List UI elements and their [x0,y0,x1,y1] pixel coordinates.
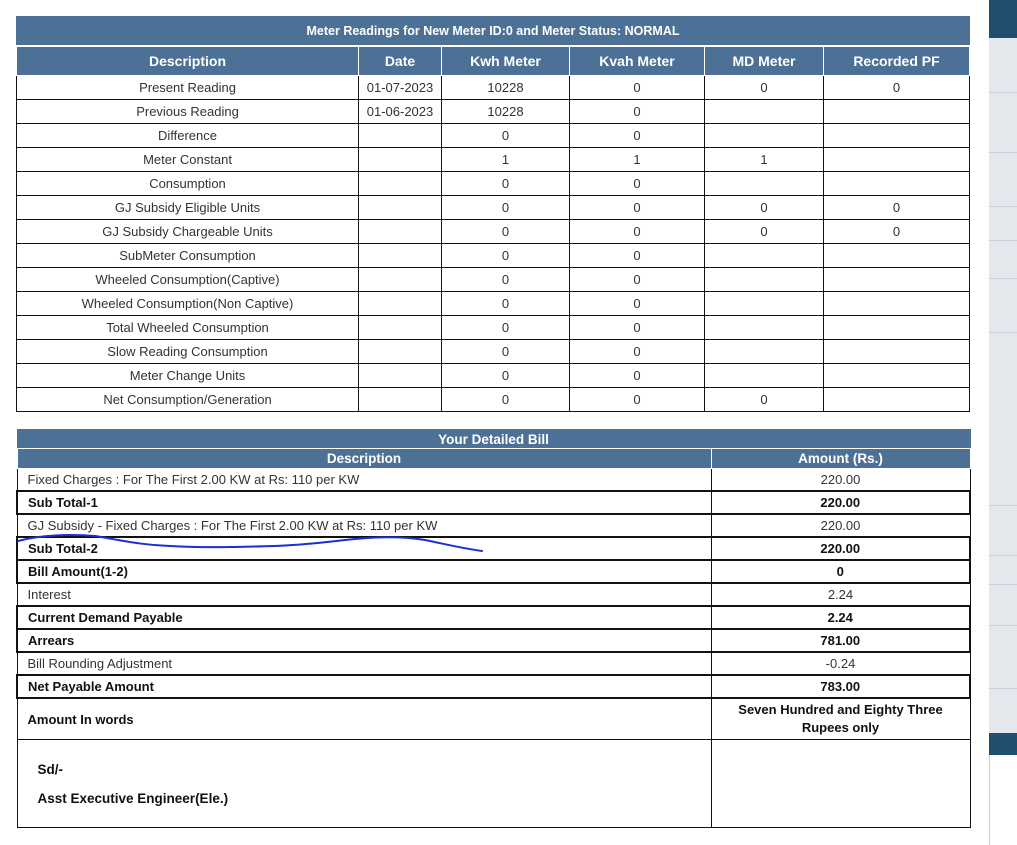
bill-row-amount: -0.24 [711,652,970,675]
bill-row [17,514,970,537]
bill-row-amount: 220.00 [711,537,970,560]
bill-row [17,491,970,514]
cell-description: GJ Subsidy Chargeable Units [17,220,359,244]
bill-row-label: Fixed Charges : For The First 2.00 KW at Rs: 110 per KW [17,469,711,492]
cell-md: 0 [705,220,824,244]
cell-kwh: 0 [442,124,570,148]
cell-kvah: 0 [570,196,705,220]
meter-table-row [17,316,970,340]
cell-kwh: 0 [442,292,570,316]
cell-md: 1 [705,148,824,172]
column-header-description: Description [17,46,359,76]
meter-table-row [17,148,970,172]
cell-kvah: 0 [570,100,705,124]
cell-description: Slow Reading Consumption [17,340,359,364]
cell-pf [824,148,970,172]
meter-table-title: Meter Readings for New Meter ID:0 and Meter Status: NORMAL [17,17,970,47]
cell-description: GJ Subsidy Eligible Units [17,196,359,220]
cell-md [705,100,824,124]
cell-pf [824,292,970,316]
bill-table-title: Your Detailed Bill [17,430,970,449]
cell-description: Present Reading [17,76,359,100]
cell-pf [824,244,970,268]
column-header-amount: Amount (Rs.) [711,449,970,469]
cell-date [359,148,442,172]
cell-description: SubMeter Consumption [17,244,359,268]
meter-table-row [17,292,970,316]
cell-kwh: 10228 [442,76,570,100]
cell-kvah: 0 [570,220,705,244]
bill-row-amount: 2.24 [711,583,970,606]
amount-in-words-label: Amount In words [17,698,711,740]
cell-date [359,172,442,196]
bill-row-amount: 781.00 [711,629,970,652]
cell-kvah: 0 [570,76,705,100]
cell-kwh: 0 [442,196,570,220]
bill-row [17,560,970,583]
meter-table-row [17,268,970,292]
cell-date [359,220,442,244]
cell-description: Total Wheeled Consumption [17,316,359,340]
cell-kvah: 0 [570,316,705,340]
cell-pf [824,340,970,364]
meter-table-row [17,388,970,412]
signature-row [17,740,970,828]
cell-md [705,124,824,148]
bill-row [17,537,970,560]
meter-readings-table [16,16,970,412]
column-header-date: Date [359,46,442,76]
cell-kwh: 0 [442,220,570,244]
cell-description: Meter Change Units [17,364,359,388]
cell-date [359,388,442,412]
cell-kwh: 0 [442,364,570,388]
bill-row-label: Arrears [17,629,711,652]
bill-row-label: Bill Rounding Adjustment [17,652,711,675]
cell-md [705,292,824,316]
cell-md [705,340,824,364]
cell-description: Wheeled Consumption(Captive) [17,268,359,292]
amount-in-words-row [17,698,970,740]
bill-row-label: GJ Subsidy - Fixed Charges : For The First 2.00 KW at Rs: 110 per KW [17,514,711,537]
cell-date: 01-07-2023 [359,76,442,100]
cell-description: Previous Reading [17,100,359,124]
cell-kwh: 0 [442,244,570,268]
bill-row [17,606,970,629]
detailed-bill-table [16,429,971,828]
cell-pf [824,316,970,340]
bill-row-amount: 2.24 [711,606,970,629]
meter-table-row [17,220,970,244]
cell-md [705,316,824,340]
signature-text: Sd/- [37,761,63,777]
cell-date [359,244,442,268]
cell-date [359,364,442,388]
cell-pf: 0 [824,76,970,100]
cell-kvah: 0 [570,244,705,268]
cell-pf [824,172,970,196]
signature-blank-cell [711,740,970,828]
cell-kvah: 0 [570,292,705,316]
bill-row-amount: 220.00 [711,469,970,492]
column-header-description: Description [17,449,711,469]
cell-pf: 0 [824,220,970,244]
bill-row-label: Current Demand Payable [17,606,711,629]
cell-kvah: 0 [570,340,705,364]
background-table-body [989,755,1017,845]
cell-md: 0 [705,388,824,412]
cell-kvah: 0 [570,124,705,148]
cell-pf [824,100,970,124]
cell-kwh: 0 [442,340,570,364]
cell-pf: 0 [824,196,970,220]
cell-date [359,316,442,340]
meter-table-row [17,244,970,268]
meter-table-row [17,76,970,100]
cell-pf [824,364,970,388]
cell-kvah: 0 [570,364,705,388]
cell-kwh: 1 [442,148,570,172]
cell-date [359,196,442,220]
cell-description: Difference [17,124,359,148]
meter-table-row [17,124,970,148]
background-table-header [989,733,1017,755]
cell-pf [824,124,970,148]
bill-row-label: Sub Total-2 [17,537,711,560]
cell-date [359,268,442,292]
cell-kvah: 0 [570,172,705,196]
bill-row-amount: 0 [711,560,970,583]
meter-table-row [17,172,970,196]
cell-kvah: 0 [570,388,705,412]
cell-md: 0 [705,76,824,100]
cell-description: Wheeled Consumption(Non Captive) [17,292,359,316]
meter-table-row [17,340,970,364]
meter-table-row [17,364,970,388]
bill-row [17,469,970,492]
cell-description: Net Consumption/Generation [17,388,359,412]
cell-description: Consumption [17,172,359,196]
cell-pf [824,388,970,412]
cell-date [359,124,442,148]
cell-pf [824,268,970,292]
cell-date [359,292,442,316]
cell-md [705,172,824,196]
meter-table-row [17,196,970,220]
cell-kwh: 0 [442,268,570,292]
cell-kwh: 10228 [442,100,570,124]
designation-text: Asst Executive Engineer(Ele.) [37,790,229,806]
background-header-strip [989,0,1017,38]
bill-row-label: Sub Total-1 [17,491,711,514]
cell-md [705,268,824,292]
column-header-recorded-pf: Recorded PF [824,46,970,76]
cell-kwh: 0 [442,388,570,412]
column-header-md-meter: MD Meter [705,46,824,76]
bill-row-label: Bill Amount(1-2) [17,560,711,583]
bill-row [17,652,970,675]
cell-md [705,364,824,388]
column-header-kwh-meter: Kwh Meter [442,46,570,76]
cell-md: 0 [705,196,824,220]
bill-row-amount: 783.00 [711,675,970,698]
cell-date [359,340,442,364]
amount-in-words-value: Seven Hundred and Eighty Three Rupees only [711,698,970,740]
bill-row [17,583,970,606]
meter-table-row [17,100,970,124]
bill-row-amount: 220.00 [711,514,970,537]
background-panel [989,0,1017,845]
cell-date: 01-06-2023 [359,100,442,124]
bill-row [17,629,970,652]
cell-kvah: 1 [570,148,705,172]
cell-md [705,244,824,268]
bill-row-label: Net Payable Amount [17,675,711,698]
column-header-kvah-meter: Kvah Meter [570,46,705,76]
cell-description: Meter Constant [17,148,359,172]
bill-row-label: Interest [17,583,711,606]
bill-row [17,675,970,698]
cell-kwh: 0 [442,316,570,340]
bill-row-amount: 220.00 [711,491,970,514]
cell-kwh: 0 [442,172,570,196]
cell-kvah: 0 [570,268,705,292]
